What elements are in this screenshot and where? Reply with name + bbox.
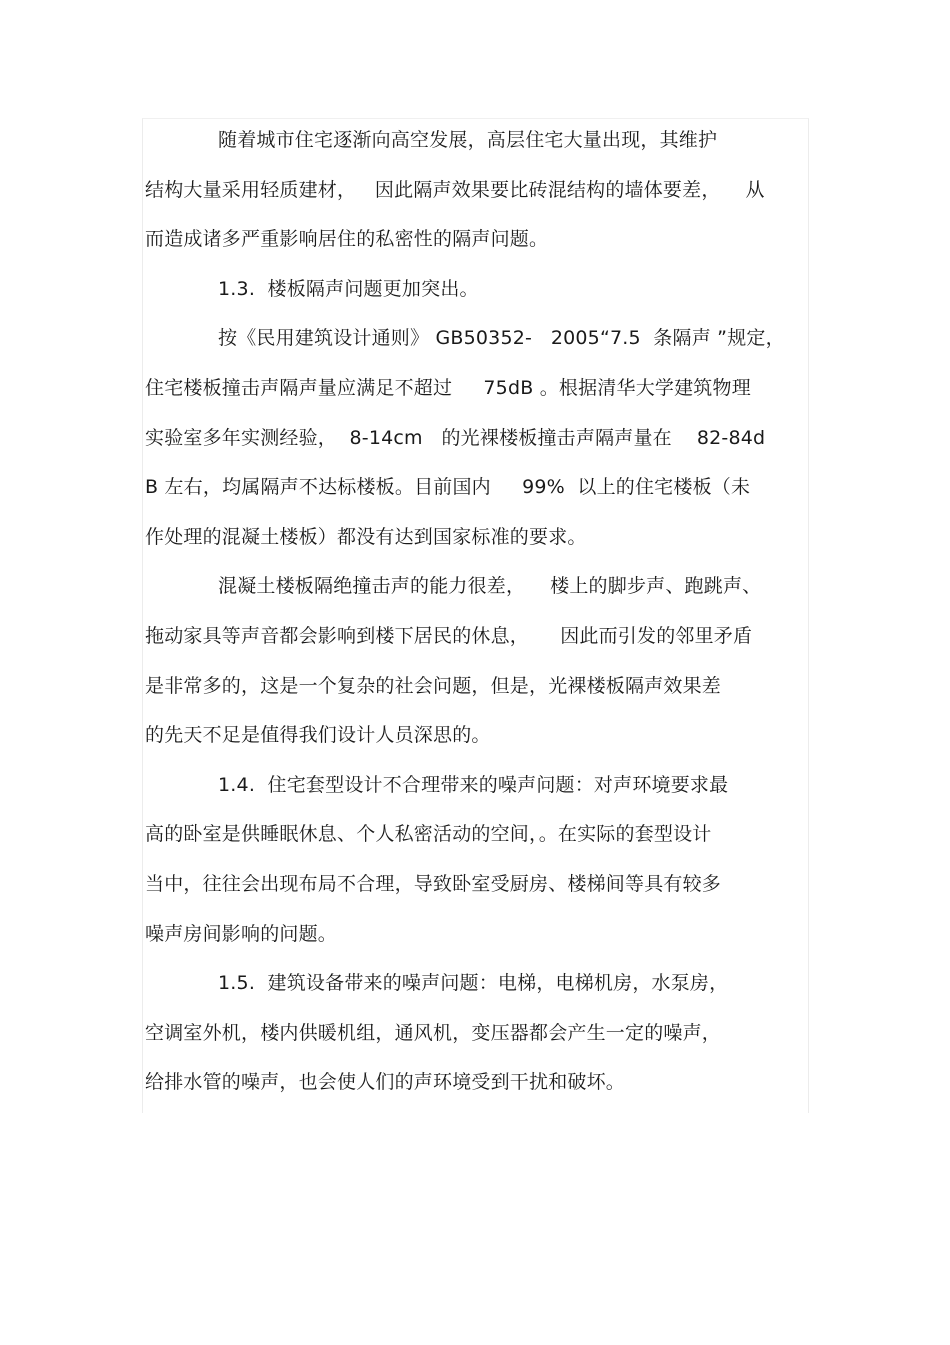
text-line: 作处理的混凝土楼板）都没有达到国家标准的要求。 [145,525,587,548]
text-line: 住宅楼板撞击声隔声量应满足不超过 75dB 。根据清华大学建筑物理 [145,377,751,399]
text-line: 而造成诸多严重影响居住的私密性的隔声问题。 [145,228,549,251]
text-line: 按《民用建筑设计通则》 GB50352- 2005“7.5 条隔声 ”规定， [218,327,785,350]
text-line: 空调室外机，楼内供暖机组，通风机，变压器都会产生一定的噪声， [145,1021,722,1044]
text-line: 随着城市住宅逐渐向高空发展，高层住宅大量出现，其维护 [218,129,718,151]
text-line: 拖动家具等声音都会影响到楼下居民的休息， 因此而引发的邻里矛盾 [145,625,753,647]
text-line: B 左右，均属隔声不达标楼板。目前国内 99% 以上的住宅楼板（未 [145,476,751,499]
text-line: 1.5. 建筑设备带来的噪声问题：电梯，电梯机房，水泵房， [218,972,729,995]
text-line: 高的卧室是供睡眠休息、个人私密活动的空间，。在实际的套型设计 [145,823,712,846]
text-line: 当中，往往会出现布局不合理，导致卧室受厨房、楼梯间等具有较多 [145,873,722,895]
text-frame [142,118,809,1113]
text-line: 结构大量采用轻质建材， 因此隔声效果要比砖混结构的墙体要差， 从 [145,178,765,201]
text-line: 实验室多年实测经验， 8-14cm 的光裸楼板撞击声隔声量在 82-84d [145,426,766,449]
text-line: 噪声房间影响的问题。 [145,922,338,945]
text-line: 1.4. 住宅套型设计不合理带来的噪声问题：对声环境要求最 [218,773,729,796]
text-line: 混凝土楼板隔绝撞击声的能力很差， 楼上的脚步声、跑跳声、 [218,575,762,598]
text-line: 1.3. 楼板隔声问题更加突出。 [218,277,479,300]
text-line: 给排水管的噪声，也会使人们的声环境受到干扰和破坏。 [145,1071,626,1094]
text-line: 是非常多的，这是一个复杂的社会问题，但是，光裸楼板隔声效果差 [145,674,722,697]
text-line: 的先天不足是值得我们设计人员深思的。 [145,724,491,747]
